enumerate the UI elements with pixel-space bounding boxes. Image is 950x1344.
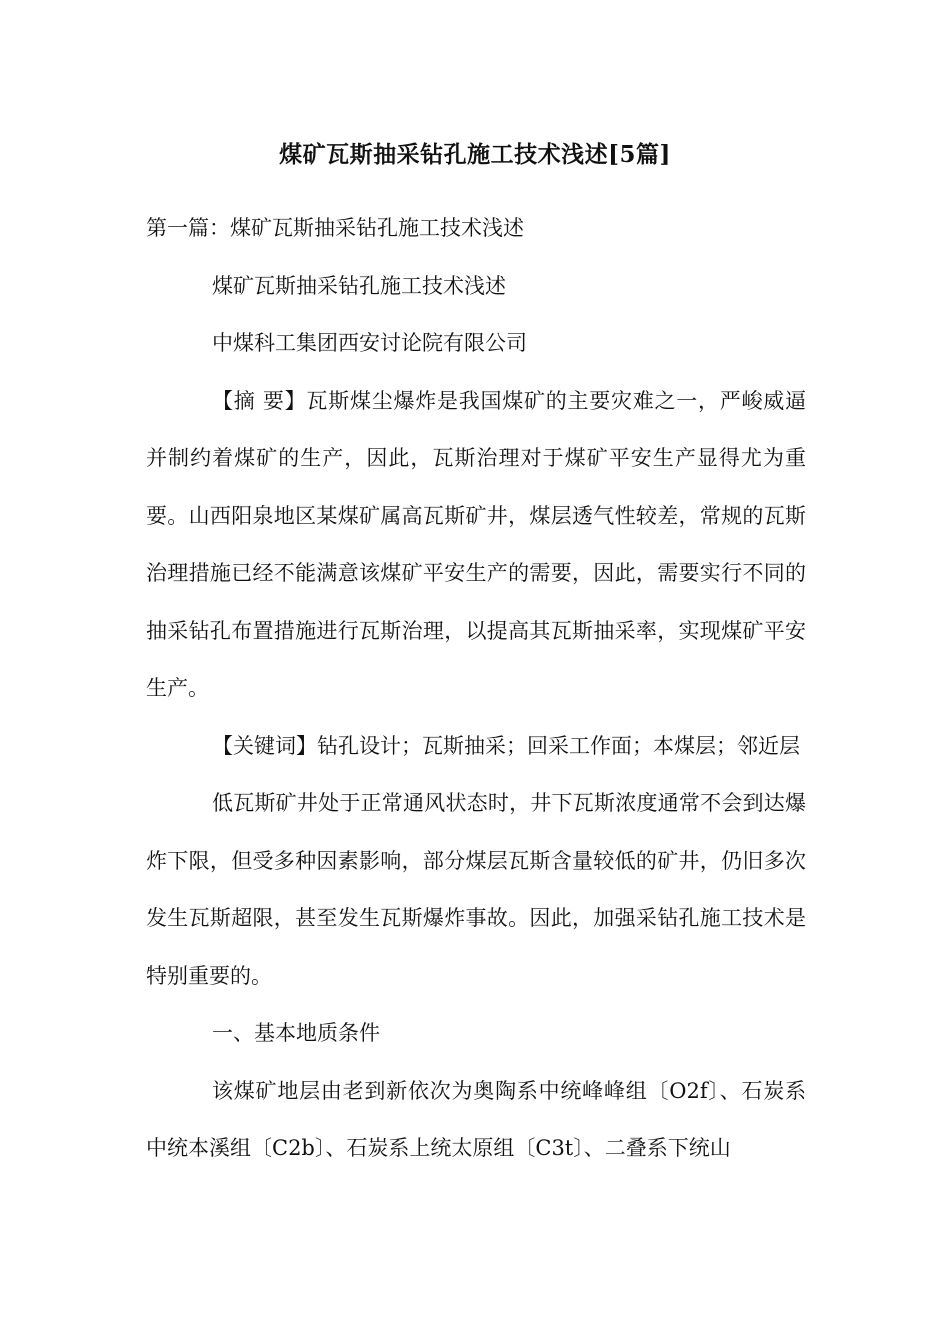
document-title: 煤矿瓦斯抽采钻孔施工技术浅述[5篇] <box>279 141 671 168</box>
intro-paragraph: 低瓦斯矿井处于正常通风状态时，井下瓦斯浓度通常不会到达爆炸下限，但受多种因素影响，部分煤层瓦斯含量较低的矿井，仍旧多次发生瓦斯超限，甚至发生瓦斯爆炸事故。因此，加强采钻孔施工技术是特别重要的。 <box>146 791 806 988</box>
author-affiliation: 中煤科工集团西安讨论院有限公司 <box>212 331 527 355</box>
geology-paragraph: 该煤矿地层由老到新依次为奥陶系中统峰峰组〔O2f〕、石炭系中统本溪组〔C2b〕、石炭系上统太原组〔C3t〕、二叠系下统山 <box>146 1078 806 1160</box>
document-body <box>146 200 806 1178</box>
abstract-paragraph: 【摘 要】瓦斯煤尘爆炸是我国煤矿的主要灾难之一，严峻威逼并制约着煤矿的生产，因此，瓦斯治理对于煤矿平安生产显得尤为重要。山西阳泉地区某煤矿属高瓦斯矿井，煤层透气性较差，常规的瓦斯治理措施已经不能满意该煤矿平安生产的需要，因此，需要实行不同的抽采钻孔布置措施进行瓦斯治理，以提高其瓦斯抽采率，实现煤矿平安生产。 <box>146 388 806 700</box>
article-title: 煤矿瓦斯抽采钻孔施工技术浅述 <box>212 273 506 298</box>
section-heading: 一、基本地质条件 <box>212 1021 380 1045</box>
chapter-heading: 第一篇：煤矿瓦斯抽采钻孔施工技术浅述 <box>146 216 524 240</box>
keywords-paragraph: 【关键词】钻孔设计；瓦斯抽采；回采工作面；本煤层；邻近层 <box>212 733 800 758</box>
